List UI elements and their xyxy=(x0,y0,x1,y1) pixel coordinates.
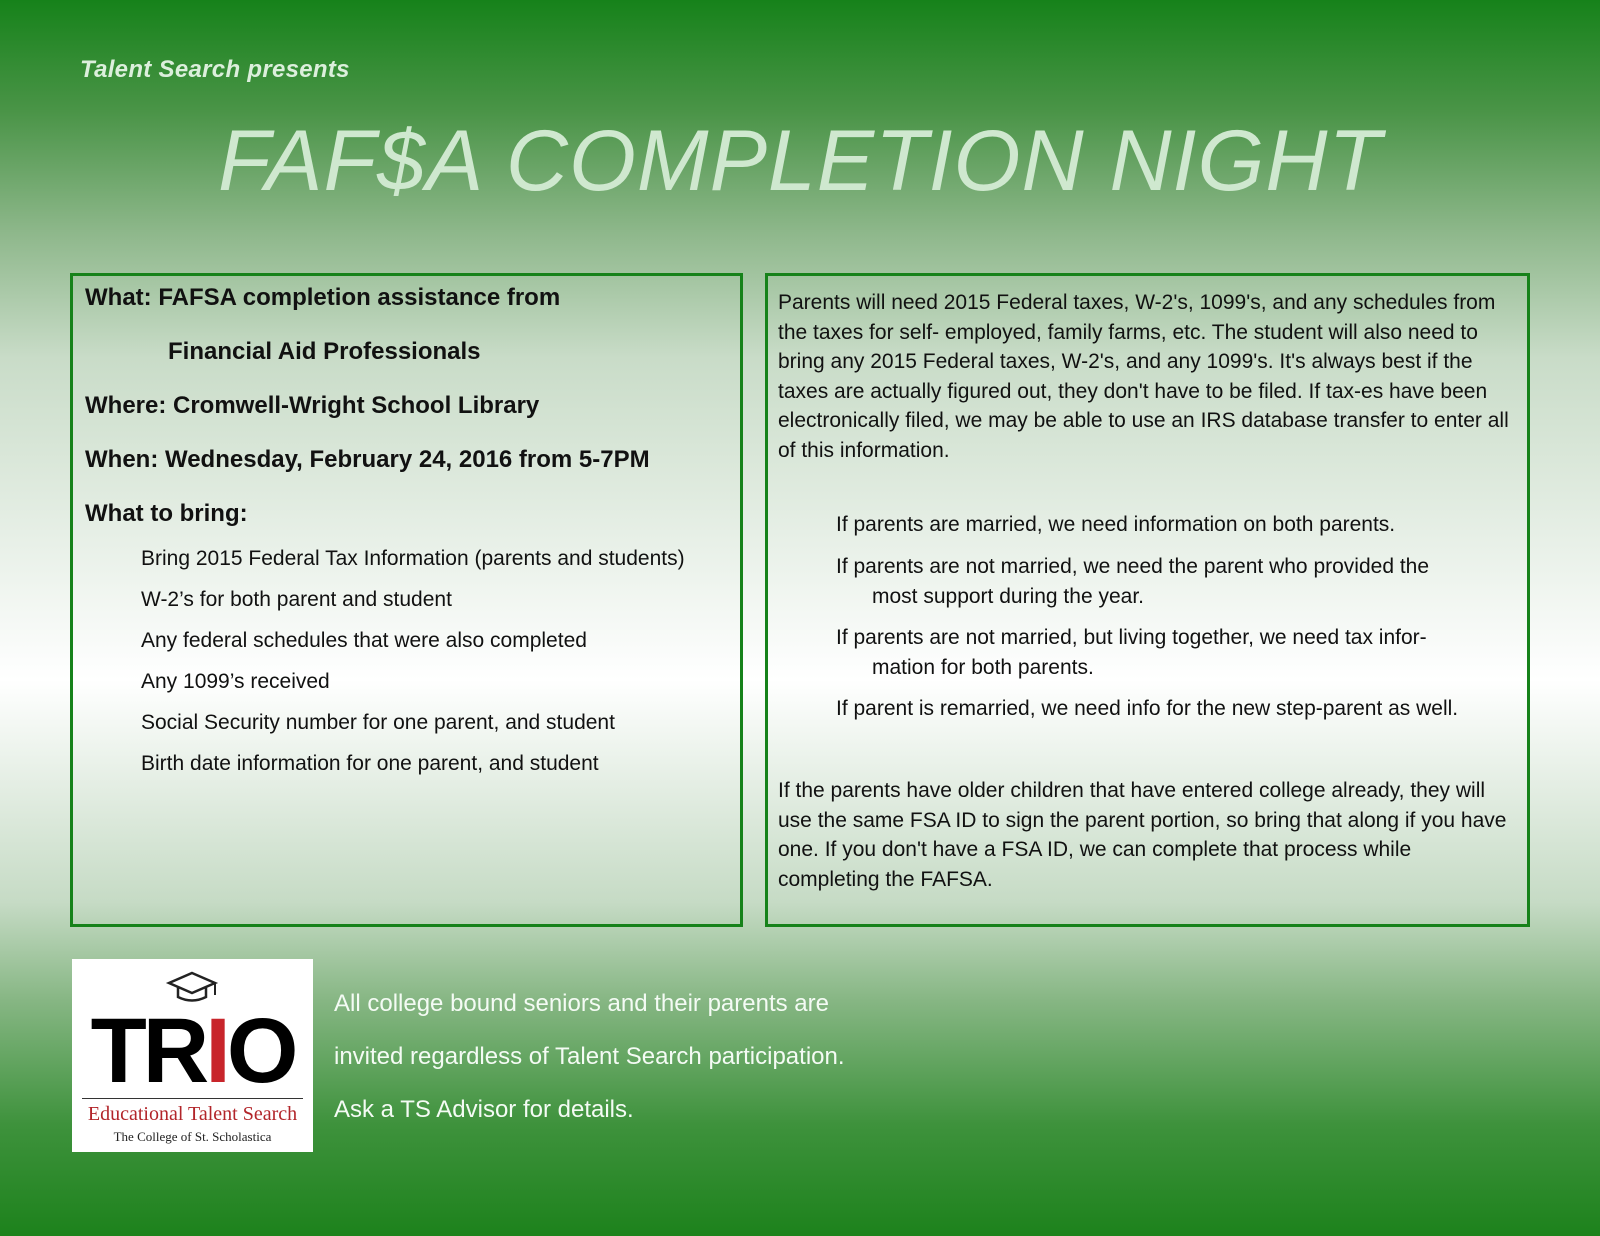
page-title: FAF$A COMPLETION NIGHT xyxy=(218,113,1382,209)
condition-married xyxy=(836,510,1516,540)
bring-item: Social Security number for one parent, and student xyxy=(141,711,615,734)
program-name: Educational Talent Search xyxy=(87,1103,298,1125)
college-name: The College of St. Scholastica xyxy=(113,1129,272,1144)
where-line: Where: Cromwell-Wright School Library xyxy=(85,392,540,419)
bring-item: Bring 2015 Federal Tax Information (parents and students) xyxy=(141,547,685,570)
requirements-box xyxy=(765,273,1530,927)
bring-item: Birth date information for one parent, and student xyxy=(141,752,599,775)
logo-divider xyxy=(82,1098,303,1099)
condition-text: If parent is remarried, we need info for the new step-parent as well. xyxy=(836,697,1459,720)
trio-wordmark xyxy=(72,1000,313,1102)
bring-item: W-2’s for both parent and student xyxy=(141,588,452,611)
condition-remarried xyxy=(836,694,1516,724)
fsa-id-paragraph: If the parents have older children that have entered college already, they will use the same FSA ID to sign the parent portion, so bring that along if you have one. If you don't have a FSA ID, we can complete that process while completing the FAFSA. xyxy=(778,779,1507,891)
condition-text: If parents are not married, we need the parent who provided the xyxy=(836,555,1430,578)
bring-item: Any 1099’s received xyxy=(141,670,330,693)
trio-logo xyxy=(72,959,313,1152)
condition-text: If parents are married, we need information on both parents. xyxy=(836,513,1396,536)
bring-item: Any federal schedules that were also completed xyxy=(141,629,587,652)
when-line: When: Wednesday, February 24, 2016 from 5-7PM xyxy=(85,446,650,473)
trio-red-letter: I xyxy=(205,1000,227,1102)
what-line-continued: Financial Aid Professionals xyxy=(168,338,481,365)
trio-letters: TR xyxy=(90,1000,206,1102)
tax-info-paragraph: Parents will need 2015 Federal taxes, W-2's, 1099's, and any schedules from the taxes for self- employed, family farms, etc. The student will also need to bring any 2015 Federal taxes, W-2's, and any 1099's. It's always best if the taxes are actually figured out, they don't have to be filed. If tax-es have been electronically filed, we may be able to use an IRS database transfer to enter all of this information. xyxy=(778,291,1509,462)
what-line: What: FAFSA completion assistance from xyxy=(85,284,561,311)
condition-text-continued: mation for both parents. xyxy=(872,655,1094,679)
trio-letter-o: O xyxy=(226,1000,295,1102)
condition-text-continued: most support during the year. xyxy=(872,584,1144,608)
condition-living-together xyxy=(836,623,1516,682)
condition-text: If parents are not married, but living together, we need tax infor- xyxy=(836,626,1427,649)
invitation-line: Ask a TS Advisor for details. xyxy=(334,1096,634,1123)
invitation-line: invited regardless of Talent Search participation. xyxy=(334,1043,845,1070)
condition-not-married xyxy=(836,552,1516,611)
presenter-line: Talent Search presents xyxy=(80,56,350,83)
event-info-box xyxy=(70,273,743,927)
invitation-line: All college bound seniors and their parents are xyxy=(334,990,829,1017)
bring-heading: What to bring: xyxy=(85,500,248,527)
